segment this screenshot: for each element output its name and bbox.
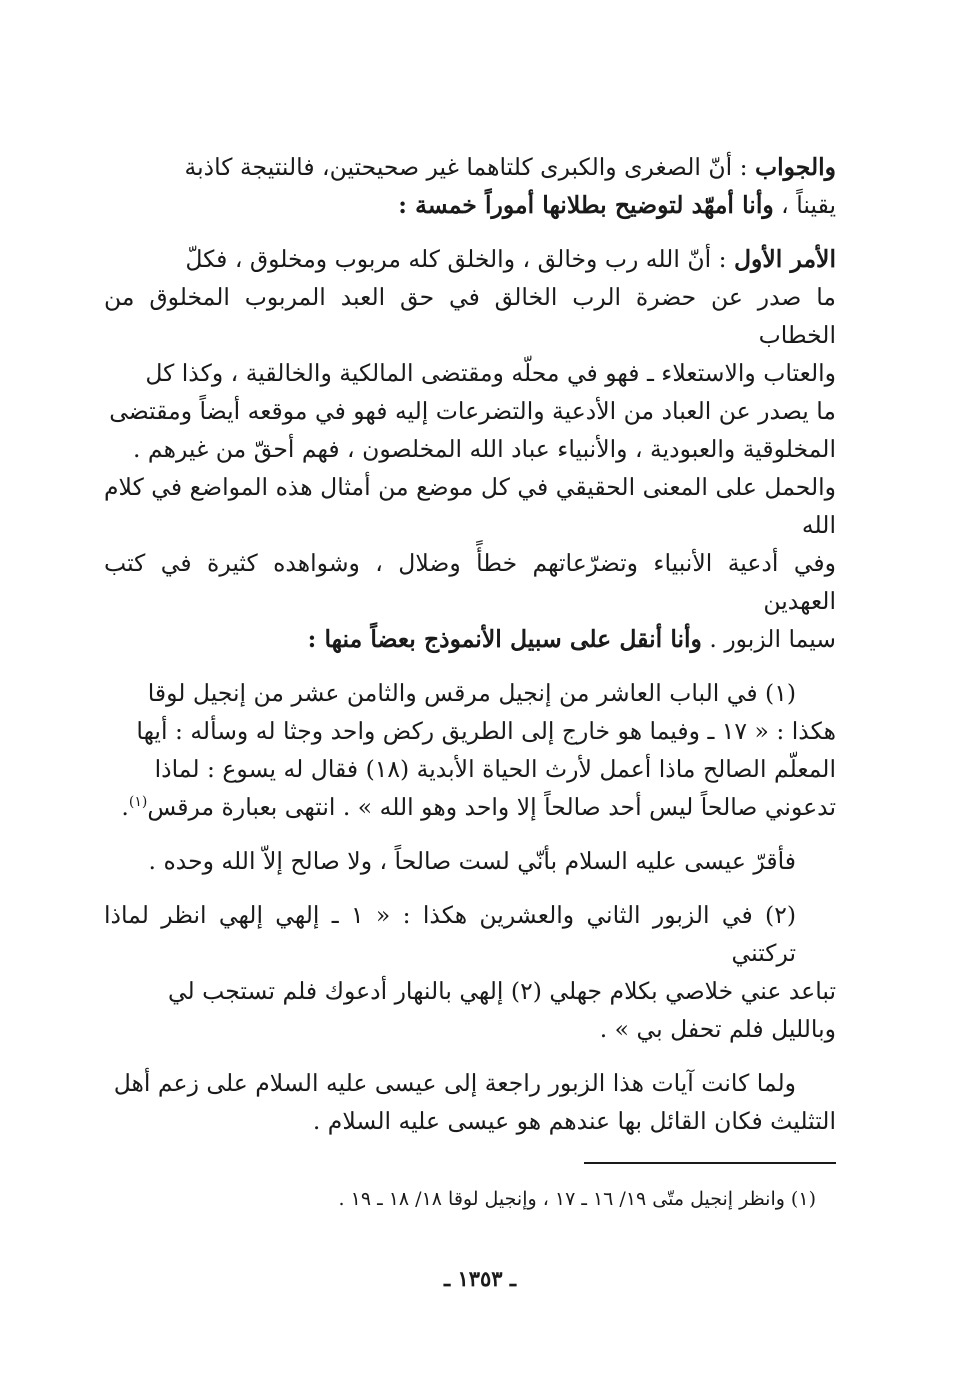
text-run: ولما كانت آيات هذا الزبور راجعة إلى عيسى عليه السلام على زعم أهل	[113, 1069, 796, 1097]
text-line	[104, 240, 836, 278]
paragraph	[104, 148, 836, 224]
bold-text: الأمر الأول	[733, 245, 836, 273]
bold-text: والجواب	[755, 153, 836, 181]
page-number: ـ ١٣٥٣ ـ	[443, 1266, 517, 1291]
text-line	[104, 674, 836, 712]
text-run: .	[121, 793, 129, 821]
text-run: فأقرّ عيسى عليه السلام بأنّي لست صالحاً ، ولا صالح إلاّ الله وحده .	[148, 847, 796, 875]
text-run: المخلوقية والعبودية ، والأنبياء عباد الله المخلصون ، فهم أحقّ من غيرهم .	[132, 435, 836, 463]
text-run: التثليث فكان القائل بها عندهم هو عيسى عليه السلام .	[312, 1107, 836, 1135]
text-run: تباعد عني خلاصي بكلام جهلي (٢) إلهي بالنهار أدعوك فلم تستجب لي	[167, 977, 836, 1005]
text-run: ما يصدر عن العباد من الأدعية والتضرعات إليه فهو في موقعه أيضاً ومقتضى	[109, 397, 836, 425]
text-run: ما صدر عن حضرة الرب الخالق في حق العبد المربوب المخلوق من الخطاب	[104, 283, 836, 349]
paragraph	[104, 1064, 836, 1140]
text-line	[104, 430, 836, 468]
text-line	[104, 354, 836, 392]
text-line	[104, 278, 836, 354]
paragraph	[104, 240, 836, 658]
text-line	[104, 148, 836, 186]
text-run: (٢) في الزبور الثاني والعشرين هكذا : « ١ ـ إلهي إلهي انظر لماذا تركتني	[104, 901, 796, 967]
text-run: سيما الزبور .	[701, 625, 836, 653]
text-run: وبالليل فلم تحفل بي » .	[599, 1015, 836, 1043]
text-run: تدعوني صالحاً ليس أحد صالحاً إلا واحد وهو الله » . انتهى بعبارة مرقس	[147, 793, 836, 821]
text-line	[104, 1064, 836, 1102]
text-line	[104, 750, 836, 788]
text-line	[104, 620, 836, 658]
text-line	[104, 972, 836, 1010]
main-text	[104, 148, 836, 1156]
text-run: المعلّم الصالح ماذا أعمل لأرث الحياة الأبدية (١٨) فقال له يسوع : لماذا	[154, 755, 836, 783]
text-line	[104, 1010, 836, 1048]
bold-text: وأنا أنقل على سبيل الأنموذج بعضاً منها :	[307, 625, 702, 653]
text-run: والحمل على المعنى الحقيقي في كل موضع من أمثال هذه المواضع في كلام الله	[104, 473, 836, 539]
text-line	[104, 788, 836, 826]
text-line	[104, 1102, 836, 1140]
text-run: هكذا : « ١٧ ـ وفيما هو خارج إلى الطريق ركض واحد وجثا له وسأله : أيها	[136, 717, 836, 745]
text-run: : أنّ الله رب وخالق ، والخلق كله مربوب ومخلوق ، فكلّ	[185, 245, 734, 273]
paragraph	[104, 842, 836, 880]
footnote-ref: (١)	[128, 794, 148, 811]
text-run: وفي أدعية الأنبياء وتضرّعاتهم خطأً وضلال ، وشواهده كثيرة في كتب العهدين	[104, 549, 836, 615]
footnote: (١) وانظر إنجيل متّى ١٩/ ١٦ ـ ١٧ ، وإنجيل لوقا ١٨/ ١٨ ـ ١٩ .	[338, 1188, 816, 1210]
text-line	[104, 842, 836, 880]
text-line	[104, 468, 836, 544]
text-line	[104, 186, 836, 224]
text-run: : أنّ الصغرى والكبرى كلتاهما غير صحيحتين، فالنتيجة كاذبة	[184, 153, 755, 181]
paragraph	[104, 674, 836, 826]
text-run: والعتاب والاستعلاء ـ فهو في محلّه ومقتضى المالكية والخالقية ، وكذا كل	[145, 359, 836, 387]
paragraph	[104, 896, 836, 1048]
text-run: يقيناً ،	[773, 191, 836, 219]
bold-text: وأنا أمهّد لتوضيح بطلانها أموراً خمسة :	[398, 191, 774, 219]
text-line	[104, 544, 836, 620]
footnote-divider	[584, 1162, 836, 1164]
text-run: (١) في الباب العاشر من إنجيل مرقس والثامن عشر من إنجيل لوقا	[147, 679, 796, 707]
text-line	[104, 896, 836, 972]
text-line	[104, 392, 836, 430]
text-line	[104, 712, 836, 750]
